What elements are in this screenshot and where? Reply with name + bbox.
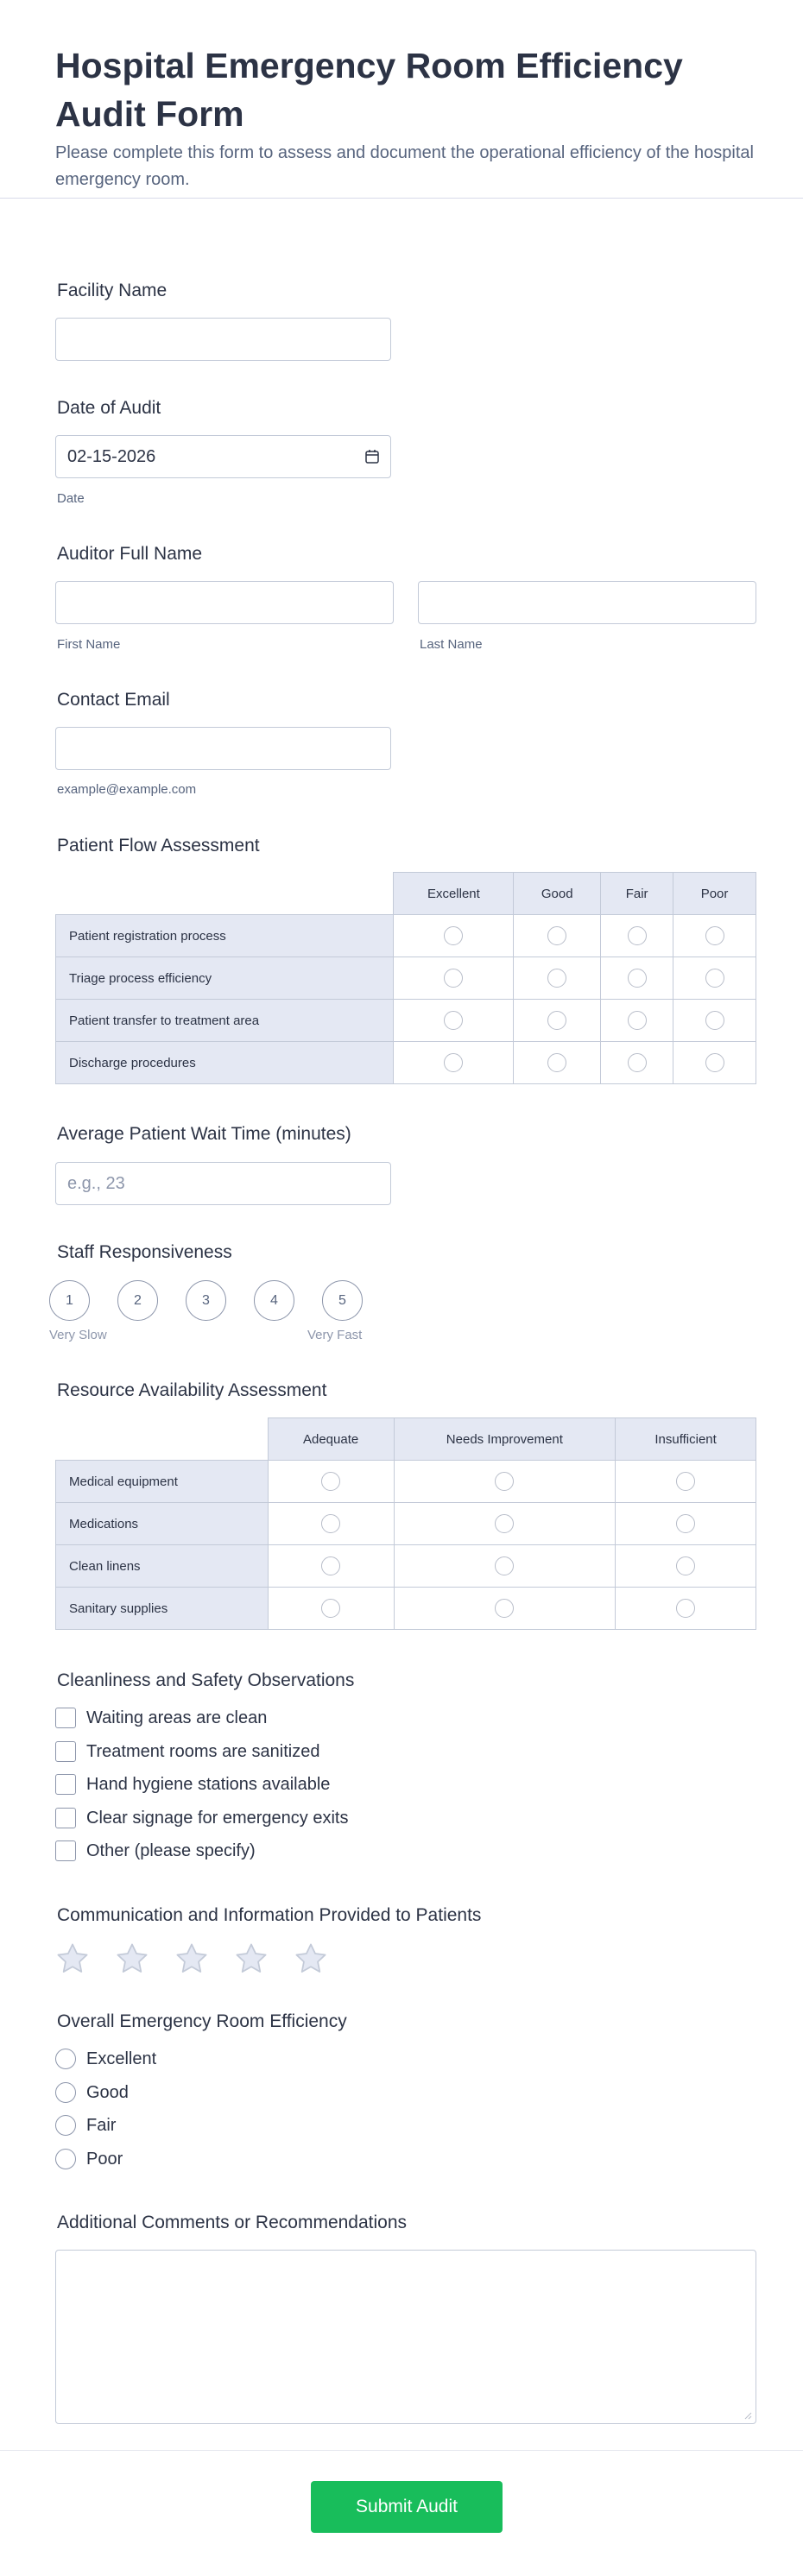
radio-option[interactable] [547, 969, 566, 988]
star-rating-4-icon[interactable] [233, 1941, 269, 1977]
comments-label: Additional Comments or Recommendations [57, 2213, 408, 2232]
radio-option[interactable] [628, 1011, 647, 1030]
table-row [56, 1461, 756, 1503]
radio-label: Excellent [86, 2049, 157, 2068]
column-header: Needs Improvement [394, 1418, 616, 1461]
scale-option-4[interactable]: 4 [254, 1280, 294, 1321]
resource-availability-label: Resource Availability Assessment [57, 1380, 327, 1400]
column-header: Poor [673, 873, 756, 915]
matrix-corner [56, 873, 394, 915]
radio-option[interactable] [495, 1556, 514, 1575]
checkbox[interactable] [55, 1840, 76, 1861]
facility-name-input[interactable] [55, 318, 391, 361]
radio-option[interactable] [495, 1599, 514, 1618]
checkbox-option[interactable] [55, 1708, 267, 1728]
table-row [56, 1545, 756, 1588]
radio-option[interactable] [444, 1011, 463, 1030]
patient-flow-label: Patient Flow Assessment [57, 836, 260, 856]
scale-high-label: Very Fast [307, 1328, 363, 1342]
row-label: Triage process efficiency [56, 957, 394, 1000]
row-label: Medical equipment [56, 1461, 269, 1503]
calendar-icon[interactable] [364, 449, 380, 464]
table-row [56, 1042, 756, 1084]
radio-option[interactable] [321, 1472, 340, 1491]
table-row [56, 1503, 756, 1545]
checkbox-label: Other (please specify) [86, 1840, 256, 1860]
communication-label: Communication and Information Provided to Patients [57, 1905, 482, 1925]
radio-option[interactable] [444, 1053, 463, 1072]
radio-button[interactable] [55, 2149, 76, 2169]
column-header: Adequate [268, 1418, 394, 1461]
radio-button[interactable] [55, 2082, 76, 2103]
last-name-input[interactable] [418, 581, 756, 624]
table-row [56, 1588, 756, 1630]
column-header: Good [514, 873, 601, 915]
radio-button[interactable] [55, 2115, 76, 2136]
column-header: Excellent [394, 873, 514, 915]
radio-option[interactable] [628, 926, 647, 945]
form-header [0, 0, 803, 199]
radio-option[interactable] [495, 1514, 514, 1533]
resize-handle-icon[interactable] [743, 2411, 752, 2420]
radio-option[interactable] [55, 2149, 123, 2169]
auditor-name-label: Auditor Full Name [57, 544, 203, 564]
facility-name-label: Facility Name [57, 281, 168, 300]
star-rating-1-icon[interactable] [54, 1941, 91, 1977]
first-name-input[interactable] [55, 581, 394, 624]
submit-button[interactable]: Submit Audit [311, 2481, 503, 2533]
checkbox-label: Hand hygiene stations available [86, 1774, 331, 1794]
scale-low-label: Very Slow [49, 1328, 107, 1342]
row-label: Patient registration process [56, 915, 394, 957]
contact-email-sublabel: example@example.com [57, 782, 197, 797]
last-name-sublabel: Last Name [420, 637, 483, 652]
table-row [56, 915, 756, 957]
checkbox-label: Clear signage for emergency exits [86, 1808, 349, 1828]
scale-option-1[interactable]: 1 [49, 1280, 90, 1321]
radio-option[interactable] [705, 1053, 724, 1072]
footer-divider [0, 2450, 803, 2451]
contact-email-input[interactable] [55, 727, 391, 770]
radio-option[interactable] [55, 2049, 156, 2069]
radio-option[interactable] [676, 1514, 695, 1533]
radio-button[interactable] [55, 2049, 76, 2069]
radio-option[interactable] [628, 1053, 647, 1072]
radio-option[interactable] [495, 1472, 514, 1491]
audit-date-label: Date of Audit [57, 398, 161, 418]
radio-option[interactable] [705, 926, 724, 945]
wait-time-placeholder: e.g., 23 [67, 1173, 125, 1193]
radio-option[interactable] [547, 1011, 566, 1030]
checkbox-option[interactable] [55, 1808, 348, 1828]
row-label: Discharge procedures [56, 1042, 394, 1084]
checkbox-option[interactable] [55, 1741, 319, 1762]
checkbox[interactable] [55, 1774, 76, 1795]
scale-option-3[interactable]: 3 [186, 1280, 226, 1321]
radio-label: Good [86, 2082, 129, 2102]
radio-option[interactable] [547, 1053, 566, 1072]
radio-option[interactable] [55, 2115, 116, 2136]
checkbox[interactable] [55, 1741, 76, 1762]
row-label: Medications [56, 1503, 269, 1545]
checkbox-option[interactable] [55, 1774, 330, 1795]
wait-time-input[interactable] [55, 1162, 391, 1205]
overall-efficiency-label: Overall Emergency Room Efficiency [57, 2011, 347, 2031]
audit-date-value: 02-15-2026 [67, 446, 156, 466]
scale-option-2[interactable]: 2 [117, 1280, 158, 1321]
form-subtitle: Please complete this form to assess and document the operational efficiency of the hospital emergency room. [55, 143, 754, 189]
star-rating-5-icon[interactable] [293, 1941, 329, 1977]
radio-label: Fair [86, 2115, 117, 2135]
patient-flow-matrix [55, 872, 756, 1084]
checkbox-label: Treatment rooms are sanitized [86, 1741, 320, 1761]
audit-date-sublabel: Date [57, 491, 85, 506]
checkbox-label: Waiting areas are clean [86, 1708, 268, 1727]
star-rating-3-icon[interactable] [174, 1941, 210, 1977]
radio-option[interactable] [547, 926, 566, 945]
table-row [56, 1000, 756, 1042]
cleanliness-label: Cleanliness and Safety Observations [57, 1670, 355, 1690]
radio-option[interactable] [676, 1599, 695, 1618]
radio-option[interactable] [444, 969, 463, 988]
radio-option[interactable] [676, 1472, 695, 1491]
contact-email-label: Contact Email [57, 690, 170, 710]
resource-availability-matrix [55, 1417, 756, 1630]
staff-responsiveness-label: Staff Responsiveness [57, 1242, 232, 1262]
radio-option[interactable] [55, 2082, 129, 2103]
checkbox[interactable] [55, 1808, 76, 1828]
radio-option[interactable] [321, 1514, 340, 1533]
comments-textarea[interactable] [55, 2250, 756, 2424]
column-header: Fair [601, 873, 673, 915]
radio-option[interactable] [705, 969, 724, 988]
radio-option[interactable] [628, 969, 647, 988]
checkbox-option[interactable] [55, 1840, 256, 1861]
table-row [56, 957, 756, 1000]
row-label: Patient transfer to treatment area [56, 1000, 394, 1042]
radio-option[interactable] [321, 1556, 340, 1575]
radio-option[interactable] [705, 1011, 724, 1030]
star-rating-2-icon[interactable] [114, 1941, 150, 1977]
radio-option[interactable] [444, 926, 463, 945]
checkbox[interactable] [55, 1708, 76, 1728]
radio-option[interactable] [676, 1556, 695, 1575]
wait-time-label: Average Patient Wait Time (minutes) [57, 1124, 351, 1144]
row-label: Sanitary supplies [56, 1588, 269, 1630]
column-header: Insufficient [616, 1418, 756, 1461]
matrix-corner [56, 1418, 269, 1461]
radio-label: Poor [86, 2149, 123, 2169]
scale-option-5[interactable]: 5 [322, 1280, 363, 1321]
audit-date-input[interactable] [55, 435, 391, 478]
form-title: Hospital Emergency Room Efficiency Audit Form [55, 46, 683, 134]
radio-option[interactable] [321, 1599, 340, 1618]
row-label: Clean linens [56, 1545, 269, 1588]
first-name-sublabel: First Name [57, 637, 121, 652]
